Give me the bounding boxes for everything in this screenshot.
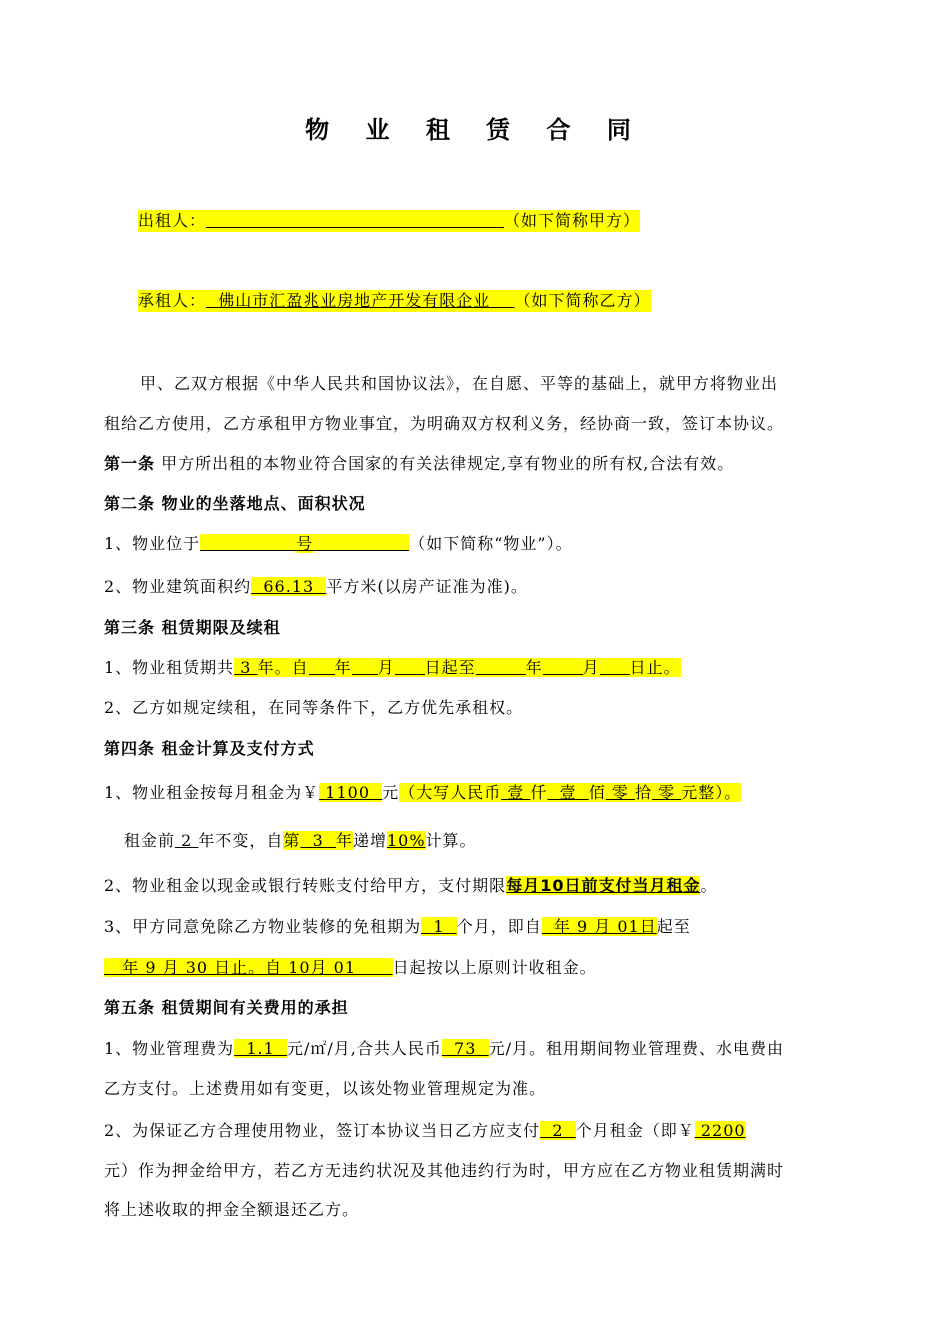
article-4-item-3b: 年 9 月 30 日止。自 10月 01 日起按以上原则计收租金。 xyxy=(104,957,597,979)
article-5-item-1b: 乙方支付。上述费用如有变更，以该处物业管理规定为准。 xyxy=(104,1079,547,1098)
article-1-heading: 第一条 xyxy=(104,454,156,473)
rent-free-end: 年 9 月 30 日止。自 10月 01 xyxy=(104,958,393,977)
lessee-note: （如下简称乙方） xyxy=(514,291,651,310)
article-5-item-2: 2、为保证乙方合理使用物业，签订本协议当日乙方应支付 2 个月租金（即￥ 2200 xyxy=(104,1121,746,1140)
article-2-item-1: 1、物业位于 号 （如下简称“物业”）。 xyxy=(104,534,573,553)
rent-free-start: 年 9 月 01日 xyxy=(542,917,657,936)
article-2-item-2: 2、物业建筑面积约 66.13 平方米(以房产证准为准)。 xyxy=(104,577,528,596)
intro-line-2: 租给乙方使用，乙方承租甲方物业事宜，为明确双方权利义务，经协商一致，签订本协议。 xyxy=(104,414,785,433)
management-fee: 1.1 xyxy=(234,1039,287,1058)
article-2-heading: 第二条 物业的坐落地点、面积状况 xyxy=(104,494,366,513)
deposit-amount: 2200 xyxy=(695,1121,746,1140)
article-5-heading: 第五条 租赁期间有关费用的承担 xyxy=(104,998,349,1017)
document-title: 物 业 租 赁 合 同 xyxy=(305,116,645,144)
article-1-text: 甲方所出租的本物业符合国家的有关法律规定,享有物业的所有权,合法有效。 xyxy=(155,454,735,473)
building-area: 66.13 xyxy=(251,577,326,596)
management-total: 73 xyxy=(442,1039,489,1058)
lessee-line xyxy=(138,290,651,312)
lessor-blank xyxy=(206,211,504,228)
article-3-heading: 第三条 租赁期限及续租 xyxy=(104,618,281,637)
article-4-item-3: 3、甲方同意免除乙方物业装修的免租期为 1 个月，即自 年 9 月 01日起至 xyxy=(104,917,691,936)
lease-years: 3 xyxy=(234,658,257,677)
article-5-item-1: 1、物业管理费为 1.1 元/㎡/月,合共人民币 73 元/月。租用期间物业管理费、水电费由 xyxy=(104,1039,784,1058)
article-4-item-2: 2、物业租金以现金或银行转账支付给甲方，支付期限每月10日前支付当月租金。 xyxy=(104,876,718,895)
lessee-label: 承租人： xyxy=(138,291,207,310)
article-1 xyxy=(104,453,734,475)
rent-free-months: 1 xyxy=(421,917,457,936)
article-5-item-2b: 元）作为押金给甲方，若乙方无违约状况及其他违约行为时，甲方应在乙方物业租赁期满时 xyxy=(104,1161,785,1180)
lessee-name: 佛山市汇盈兆业房地产开发有限企业 xyxy=(218,291,491,310)
article-5-item-2c: 将上述收取的押金全额退还乙方。 xyxy=(104,1200,360,1219)
payment-term: 每月10日前支付当月租金 xyxy=(506,876,701,895)
increase-rate: 10% xyxy=(386,831,426,850)
article-3-item-2: 2、乙方如规定续租，在同等条件下，乙方优先承租权。 xyxy=(104,698,524,717)
lessor-line xyxy=(138,210,640,232)
intro-line-1: 甲、乙双方根据《中华人民共和国协议法》，在自愿、平等的基础上，就甲方将物业出 xyxy=(140,374,779,393)
article-4-item-1b: 租金前 2 年不变，自第 3 年递增10%计算。 xyxy=(124,831,477,850)
lessor-note: （如下简称甲方） xyxy=(504,211,641,230)
monthly-rent: 1100 xyxy=(319,783,382,802)
deposit-months: 2 xyxy=(540,1121,576,1140)
lessor-label: 出租人： xyxy=(138,211,207,230)
article-4-item-1: 1、物业租金按每月租金为￥ 1100 元（大写人民币 壹 仟 壹 佰 零 拾 零 元整）。 xyxy=(104,783,742,802)
address-number: 号 xyxy=(296,534,314,553)
article-4-heading: 第四条 租金计算及支付方式 xyxy=(104,739,315,758)
article-3-item-1: 1、物业租赁期共 3 年。自 年 月 日起至 年 月 日止。 xyxy=(104,658,681,677)
